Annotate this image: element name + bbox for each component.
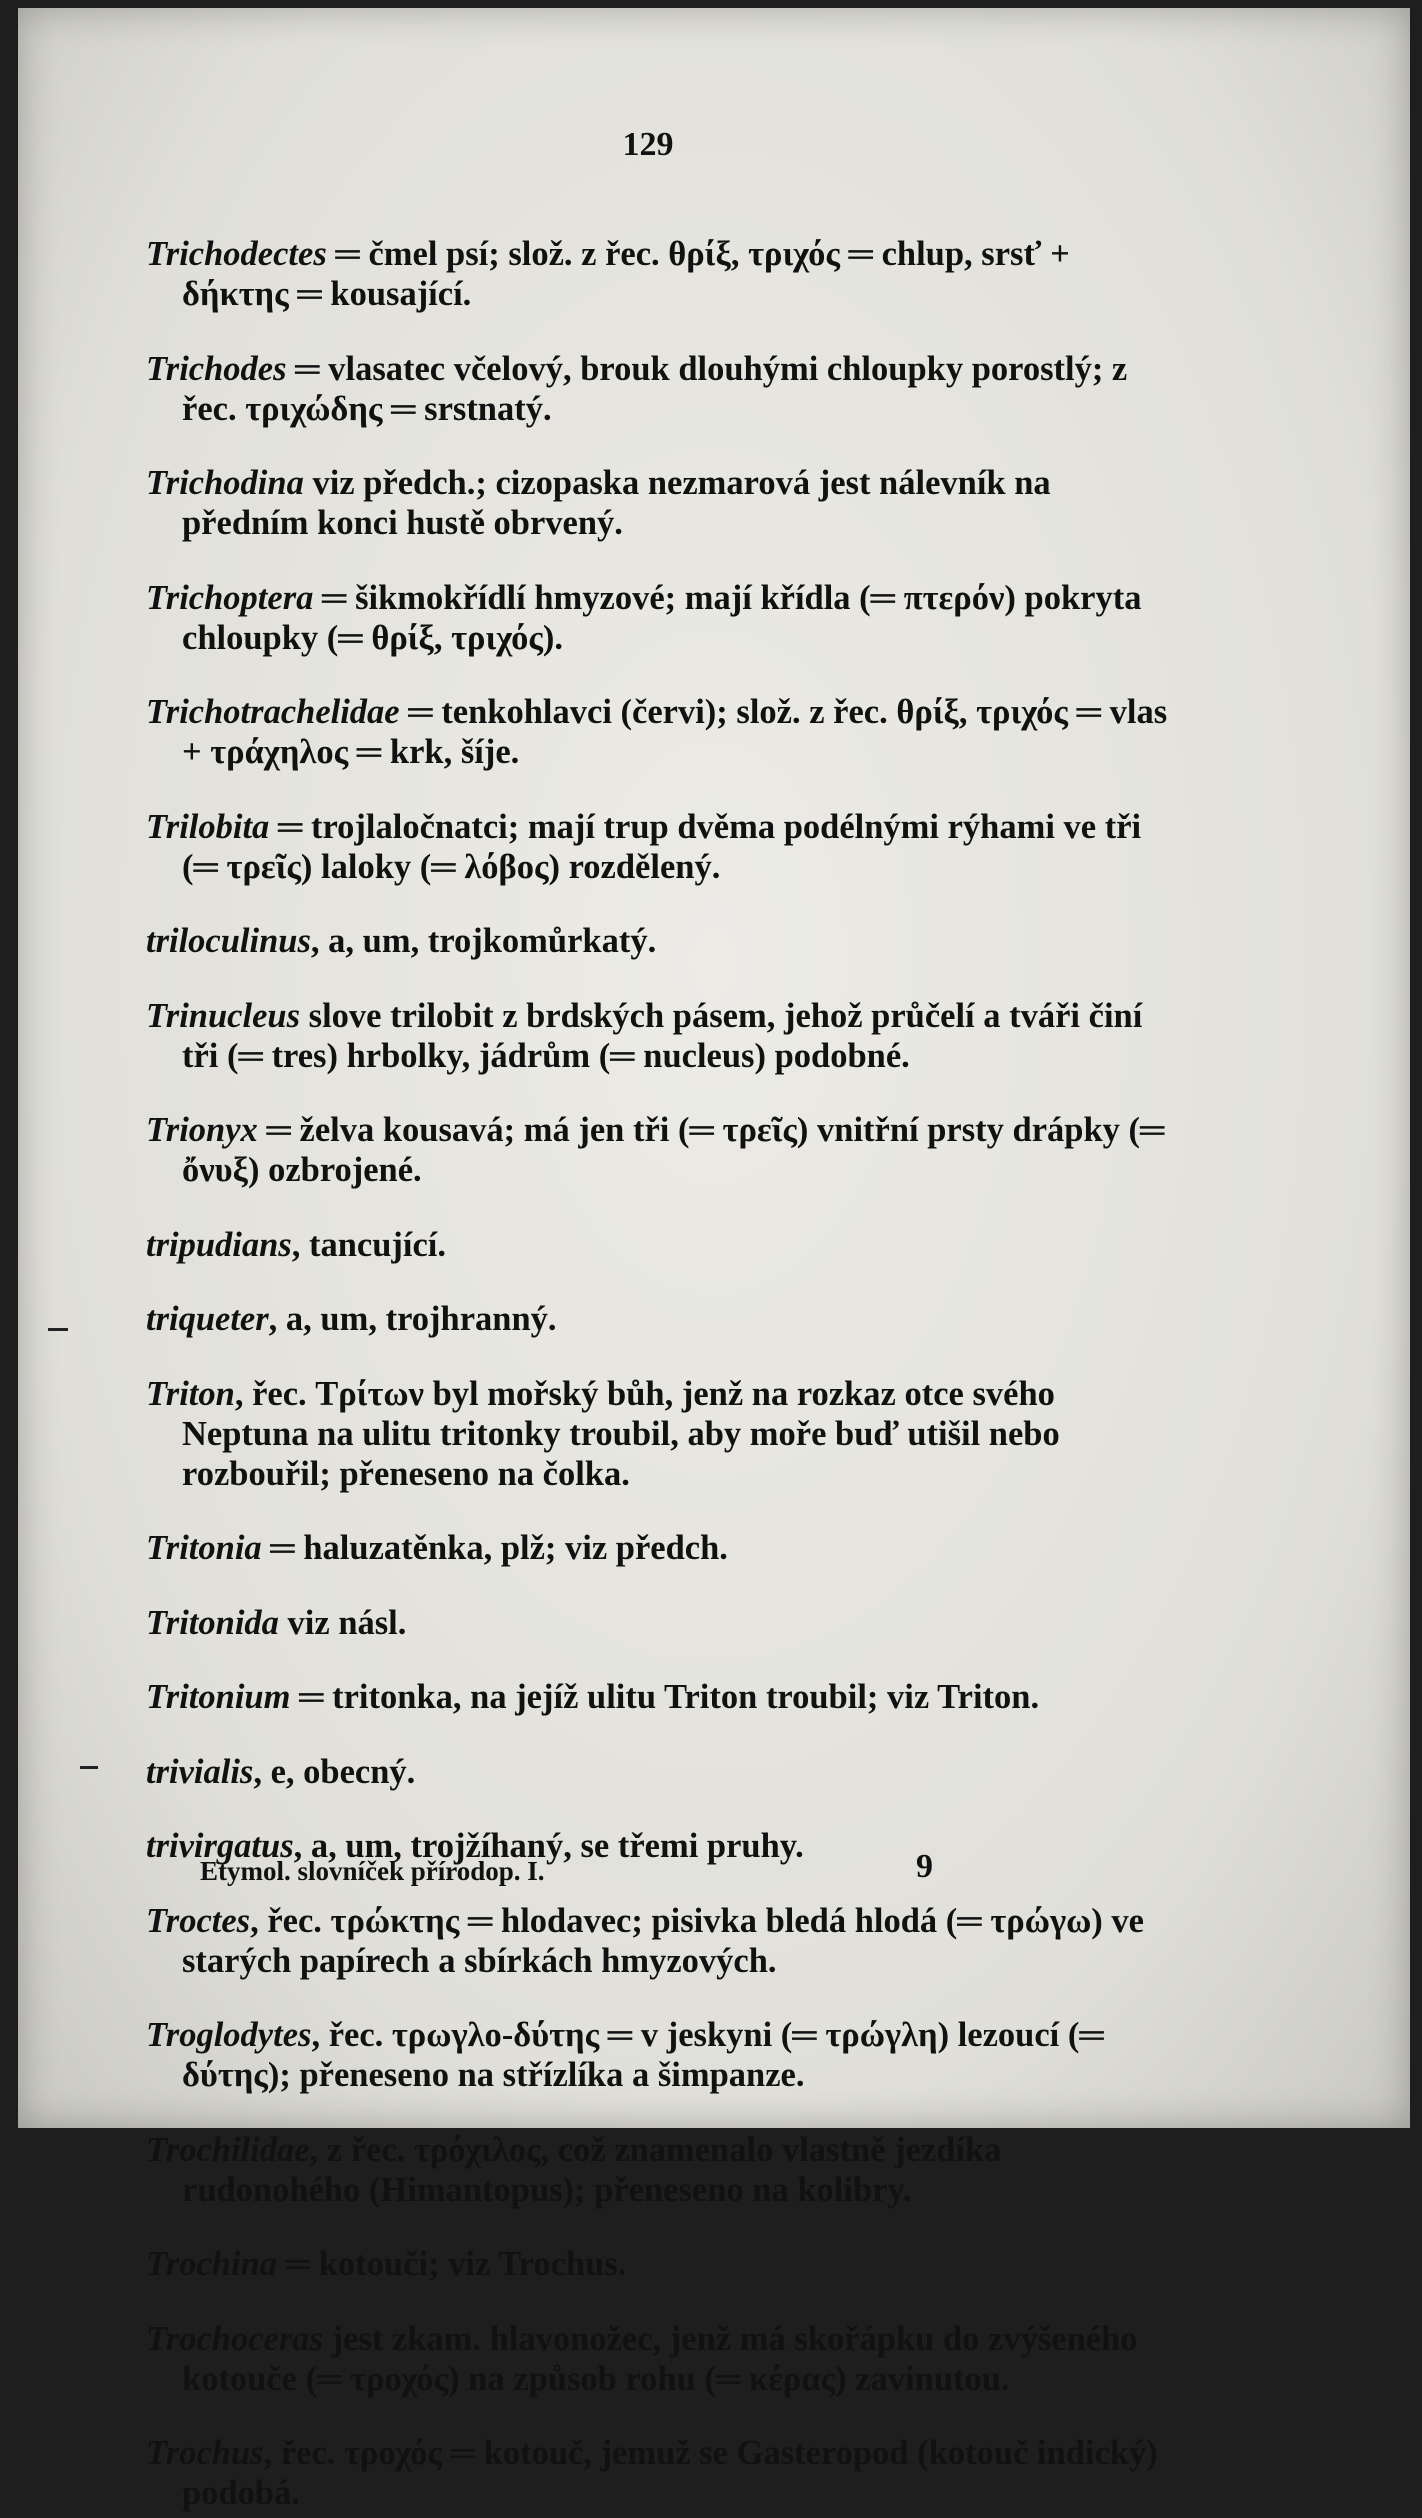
entry-definition: , e, obecný. xyxy=(253,1752,416,1791)
footer-signature: 9 xyxy=(916,1848,933,1885)
dictionary-entry xyxy=(146,996,1182,1076)
margin-mark xyxy=(80,1766,98,1769)
dictionary-entry xyxy=(146,692,1182,772)
entry-term: Trichodina xyxy=(146,464,304,502)
entry-term: Tritonida xyxy=(146,1603,279,1642)
entry-definition: viz násl. xyxy=(278,1603,407,1642)
entry-definition: ═ želva kousavá; má jen tři (═ τρεῖς) vnitřní prsty drápky (═ ὄνυξ) ozbrojené. xyxy=(182,1111,1165,1189)
entry-definition: ═ čmel psí; slož. z řec. θρίξ, τριχός ═ chlup, srsť + δήκτης ═ kousající. xyxy=(182,235,1070,313)
entry-definition: viz předch.; cizopaska nezmarová jest nálevník na předním konci hustě obrvený. xyxy=(182,464,1051,542)
margin-mark xyxy=(48,1328,68,1331)
entry-definition: ═ haluzatěnka, plž; viz předch. xyxy=(261,1529,728,1567)
entry-term: Trichodectes xyxy=(146,235,327,273)
entry-term: Trichodes xyxy=(146,349,287,388)
entry-term: Trochilidae xyxy=(146,2130,310,2169)
entry-definition: ═ kotouči; viz Trochus. xyxy=(277,2245,627,2283)
book-page xyxy=(18,8,1410,2512)
dictionary-entry xyxy=(146,1677,1182,1717)
dictionary-entry xyxy=(146,1225,1182,1265)
dictionary-entry xyxy=(146,234,1182,314)
entry-term: Trionyx xyxy=(146,1111,258,1149)
page-number: 129 xyxy=(622,126,674,163)
entry-definition: ═ tenkohlavci (červi); slož. z řec. θρίξ, τριχός ═ vlas + τράχηλος ═ krk, šíje. xyxy=(182,693,1168,771)
entry-definition: slove trilobit z brdských pásem, jehož průčelí a tváři činí tři (═ tres) hrbolky, jádrům (═ nucleus) podobné. xyxy=(182,996,1143,1075)
entry-term: Trochina xyxy=(146,2245,277,2283)
dictionary-entry xyxy=(146,463,1182,543)
dictionary-entry xyxy=(146,2244,1182,2284)
dictionary-entry xyxy=(146,2015,1182,2095)
entry-term: Trochoceras xyxy=(146,2319,323,2358)
entry-definition: , řec. τρώκτης ═ hlodavec; pisivka bledá hlodá (═ τρώγω) ve starých papírech a sbírkách hmyzových. xyxy=(182,1901,1144,1980)
dictionary-entry xyxy=(146,807,1182,887)
entry-term: Trilobita xyxy=(146,807,270,846)
dictionary-entry xyxy=(146,1528,1182,1568)
entry-term: Trochus xyxy=(146,2434,264,2472)
entry-definition: , a, um, trojkomůrkatý. xyxy=(310,922,657,960)
entry-term: Troglodytes xyxy=(146,2016,312,2054)
entry-term: Tritonium xyxy=(146,1678,291,1716)
entry-definition: , a, um, trojžíhaný, se třemi pruhy. xyxy=(293,1827,804,1865)
entry-definition: ═ vlasatec včelový, brouk dlouhými chloupky porostlý; z řec. τριχώδης ═ srstnatý. xyxy=(182,349,1128,428)
dictionary-entry xyxy=(146,1374,1182,1494)
entry-term: triqueter xyxy=(146,1300,269,1338)
dictionary-entries xyxy=(18,234,1410,2518)
entry-term: Tritonia xyxy=(146,1529,262,1567)
dictionary-entry xyxy=(146,578,1182,658)
entry-term: Trichoptera xyxy=(146,578,314,617)
dictionary-entry xyxy=(146,2319,1182,2399)
dictionary-entry xyxy=(146,1110,1182,1190)
entry-definition: ═ trojlaločnatci; mají trup dvěma podélnými rýhami ve tři (═ τρεῖς) laloky (═ λόβος) rozdělený. xyxy=(182,807,1142,886)
entry-definition: ═ tritonka, na jejíž ulitu Triton troubil; viz Triton. xyxy=(290,1678,1040,1716)
entry-term: tripudians xyxy=(146,1225,292,1264)
dictionary-entry xyxy=(146,2433,1182,2513)
entry-definition: , z řec. τρόχιλος, což znamenalo vlastně jezdíka rudonohého (Himantopus); přeneseno na kolibry. xyxy=(182,2130,1002,2209)
dictionary-entry xyxy=(146,1603,1182,1643)
entry-definition: jest zkam. hlavonožec, jenž má skořápku do zvýšeného kotouče (═ τροχός) na způsob rohu (═ κέρας) zavinutou. xyxy=(182,2319,1138,2398)
entry-definition: , řec. τρωγλο-δύτης ═ v jeskyni (═ τρώγλη) lezoucí (═ δύτης); přeneseno na střízlíka a šimpanze. xyxy=(182,2016,1104,2094)
entry-term: Triton xyxy=(146,1374,235,1413)
entry-term: Troctes xyxy=(146,1901,251,1940)
entry-definition: , řec. τροχός ═ kotouč, jemuž se Gasteropod (kotouč indický) podobá. xyxy=(182,2434,1158,2512)
dictionary-entry xyxy=(146,921,1182,961)
entry-definition: ═ šikmokřídlí hmyzové; mají křídla (═ πτερόν) pokryta chloupky (═ θρίξ, τριχός). xyxy=(182,578,1142,657)
entry-definition: , řec. Τρίτων byl mořský bůh, jenž na rozkaz otce svého Neptuna na ulitu tritonky troubil, aby moře buď utišil nebo rozbouřil; přeneseno na čolka. xyxy=(182,1374,1060,1493)
dictionary-entry xyxy=(146,349,1182,429)
entry-term: Trinucleus xyxy=(146,996,301,1035)
entry-term: trivialis xyxy=(146,1752,254,1791)
entry-term: Trichotrachelidae xyxy=(146,693,400,731)
dictionary-entry xyxy=(146,2130,1182,2210)
entry-definition: , a, um, trojhranný. xyxy=(268,1300,557,1338)
dictionary-entry xyxy=(146,1901,1182,1981)
entry-term: trivirgatus xyxy=(146,1827,294,1865)
dictionary-entry xyxy=(146,1299,1182,1339)
dictionary-entry xyxy=(146,1752,1182,1792)
entry-term: triloculinus xyxy=(146,922,311,960)
entry-definition: , tancující. xyxy=(291,1225,447,1264)
footer-title: Etymol. slovníček přírodop. I. xyxy=(200,1856,545,1886)
